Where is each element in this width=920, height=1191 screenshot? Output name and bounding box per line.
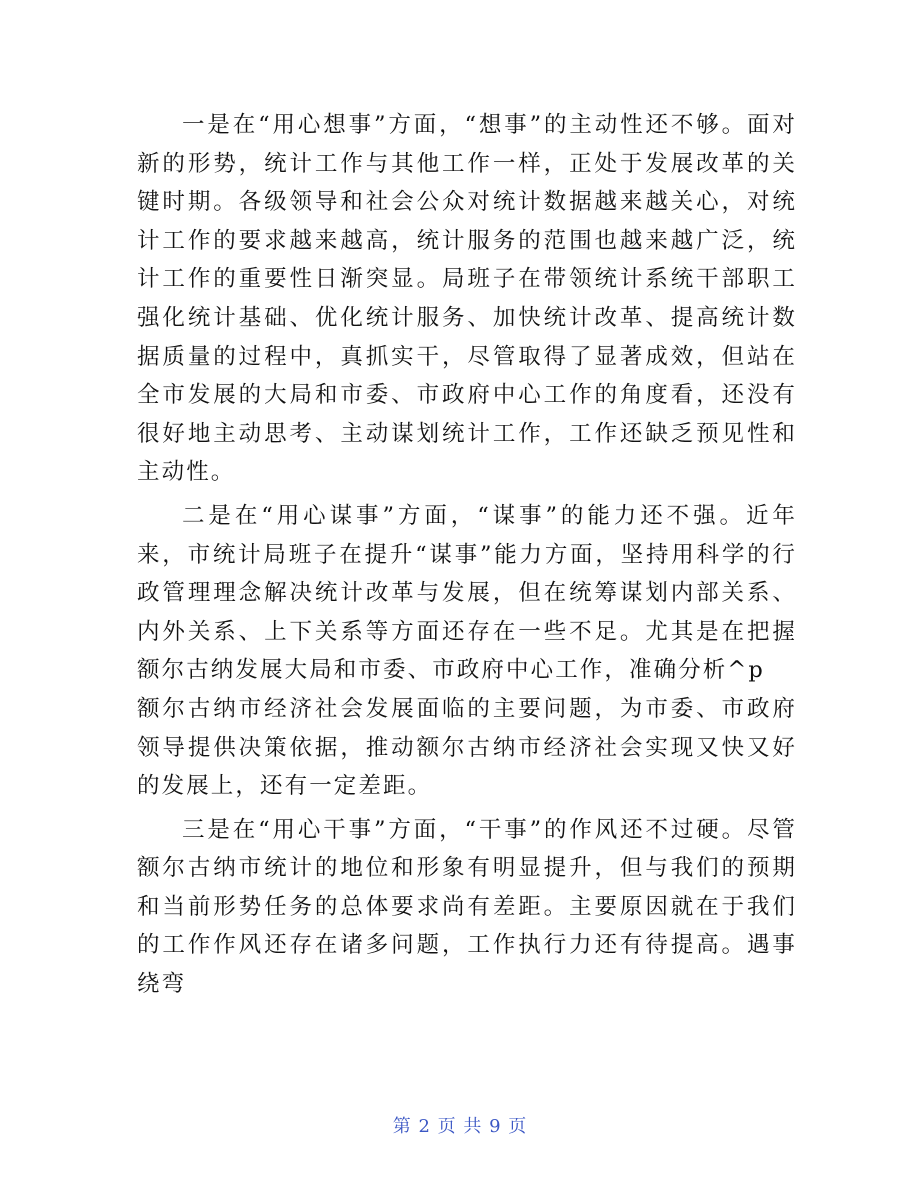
paragraph-2: 二是在“用心谋事”方面，“谋事”的能力还不强。近年来，市统计局班子在提升“谋事”能力方面，坚持用科学的行政管理理念解决统计改革与发展，但在统筹谋划内部关系、内外关系、上下关系等方面还存在一些不足。尤其是在把握额尔古纳发展大局和市委、市政府中心工作，准确分析^p <box>137 502 797 684</box>
paragraph-3: 三是在“用心干事”方面，“干事”的作风还不过硬。尽管额尔古纳市统计的地位和形象有明显提升，但与我们的预期和当前形势任务的总体要求尚有差距。主要原因就在于我们的工作作风还存在诸多问题，工作执行力还有待提高。遇事绕弯 <box>137 816 797 998</box>
page-number-footer: 第 2 页 共 9 页 <box>392 1116 528 1137</box>
document-body <box>137 106 797 1009</box>
paragraph-1: 一是在“用心想事”方面，“想事”的主动性还不够。面对新的形势，统计工作与其他工作一样，正处于发展改革的关键时期。各级领导和社会公众对统计数据越来越关心，对统计工作的要求越来越高，统计服务的范围也越来越广泛，统计工作的重要性日渐突显。局班子在带领统计系统干部职工强化统计基础、优化统计服务、加快统计改革、提高统计数据质量的过程中，真抓实干，尽管取得了显著成效，但站在全市发展的大局和市委、市政府中心工作的角度看，还没有很好地主动思考、主动谋划统计工作，工作还缺乏预见性和主动性。 <box>137 112 797 486</box>
paragraph-2-continuation: 额尔古纳市经济社会发展面临的主要问题，为市委、市政府领导提供决策依据，推动额尔古纳市经济社会实现又快又好的发展上，还有一定差距。 <box>137 695 797 800</box>
